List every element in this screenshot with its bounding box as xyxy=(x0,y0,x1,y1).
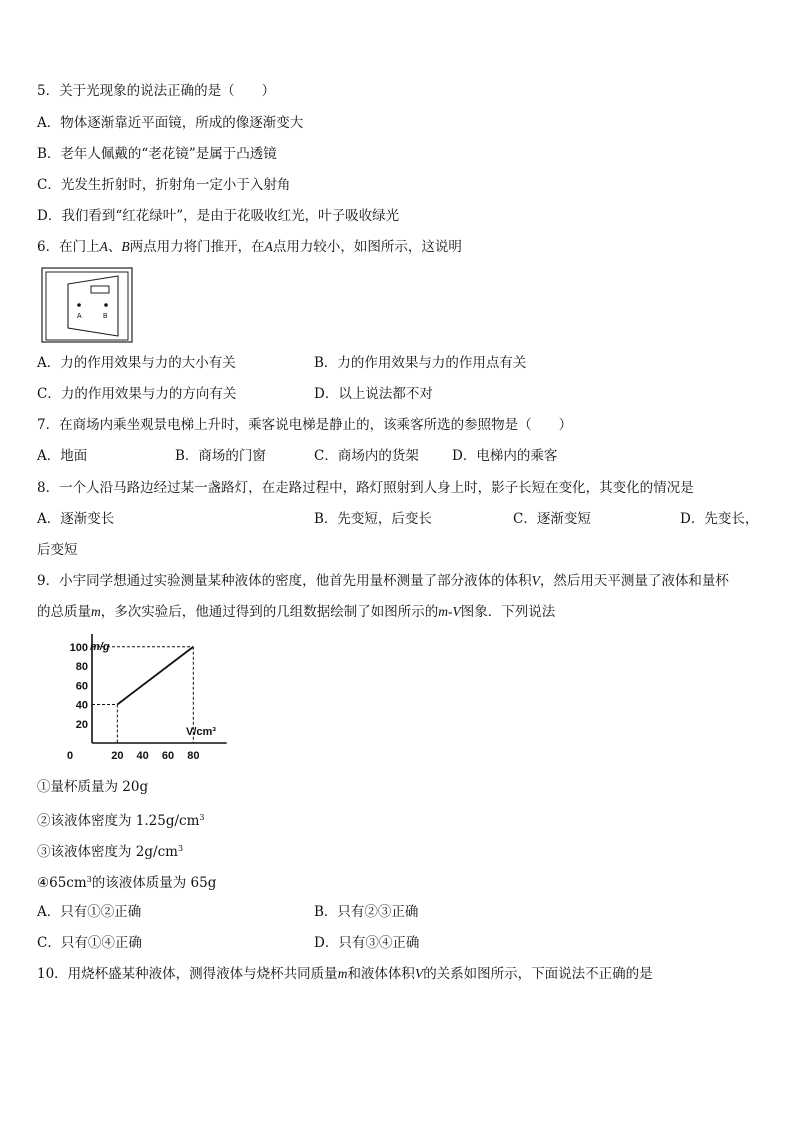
q8-option-d-continued: 后变短 xyxy=(37,542,78,558)
chart-ylabel: m/g xyxy=(90,641,110,653)
q7-option-b: B．商场的门窗 xyxy=(175,448,266,464)
q9-option-b: B．只有②③正确 xyxy=(314,904,419,920)
chart-x-tick-label: 80 xyxy=(187,750,200,762)
q6-option-c: C．力的作用效果与力的方向有关 xyxy=(37,386,237,402)
q8-stem: 8．一个人沿马路边经过某一盏路灯，在走路过程中，路灯照射到人身上时，影子长短在变化，其变化的情况是 xyxy=(37,480,694,496)
chart-x-tick-label: 0 xyxy=(66,750,74,762)
q8-option-b: B．先变短，后变长 xyxy=(314,511,432,527)
q7-stem: 7．在商场内乘坐观景电梯上升时，乘客说电梯是静止的，该乘客所选的参照物是（ ） xyxy=(37,417,573,433)
q8-option-d: D．先变长， xyxy=(680,511,759,527)
q9-statement-1: ①量杯质量为 20g xyxy=(37,779,149,795)
chart-y-tick-label: 60 xyxy=(75,680,88,693)
chart-x-tick-label: 20 xyxy=(111,750,124,762)
q9-statement-3: ③该液体密度为 $2g/cm^3$ xyxy=(37,844,184,860)
door-figure xyxy=(38,266,138,346)
chart-y-tick-label: 40 xyxy=(75,699,88,712)
q8-option-c: C．逐渐变短 xyxy=(513,511,591,527)
q7-option-a: A．地面 xyxy=(37,448,88,464)
q9-option-a: A．只有①②正确 xyxy=(37,904,142,920)
q5-option-d: D．我们看到“红花绿叶”，是由于花吸收红光，叶子吸收绿光 xyxy=(37,208,400,224)
q5-option-b: B．老年人佩戴的“老花镜”是属于凸透镜 xyxy=(37,146,277,162)
q9-stem-line2: 的总质量m，多次实验后，他通过得到的几组数据绘制了如图所示的m-V图象．下列说法 xyxy=(37,604,556,620)
q9-stem-line1: 9．小宇同学想通过实验测量某种液体的密度，他首先用量杯测量了部分液体的体积V，然后用天平测量了液体和量杯 xyxy=(37,573,729,589)
q7-option-c: C．商场内的货架 xyxy=(314,448,419,464)
chart-series-line xyxy=(117,647,193,705)
q6-option-b: B．力的作用效果与力的作用点有关 xyxy=(314,355,527,371)
q5-option-a: A．物体逐渐靠近平面镜，所成的像逐渐变大 xyxy=(37,115,304,131)
q6-stem: 6．在门上A、B两点用力将门推开，在A点用力较小，如图所示，这说明 xyxy=(37,239,462,255)
chart-y-tick-label: 20 xyxy=(75,718,88,731)
door-label-b: B xyxy=(103,313,108,320)
q10-stem: 10．用烧杯盛某种液体，测得液体与烧杯共同质量m和液体体积V的关系如图所示，下面说法不正确的是 xyxy=(37,966,653,982)
q9-option-d: D．只有③④正确 xyxy=(314,935,420,951)
m-v-chart xyxy=(50,634,240,766)
q9-statement-2: ②该液体密度为 $1.25g/cm^3$ xyxy=(37,813,205,829)
q7-option-d: D．电梯内的乘客 xyxy=(452,448,558,464)
chart-x-tick-label: 60 xyxy=(161,750,175,762)
q9-option-c: C．只有①④正确 xyxy=(37,935,142,951)
chart-x-tick-label: 40 xyxy=(136,750,149,762)
chart-y-tick-label: 80 xyxy=(75,661,88,673)
q6-option-d: D．以上说法都不对 xyxy=(314,386,433,402)
q5-stem: 5．关于光现象的说法正确的是（ ） xyxy=(37,83,276,99)
q9-statement-4: $④65cm^3$的该液体质量为 65g xyxy=(37,875,217,891)
q8-option-a: A．逐渐变长 xyxy=(37,511,115,527)
door-label-a: A xyxy=(77,313,82,320)
q5-option-c: C．光发生折射时，折射角一定小于入射角 xyxy=(37,177,291,193)
q6-option-a: A．力的作用效果与力的大小有关 xyxy=(37,355,236,371)
chart-y-tick-label: 100 xyxy=(69,641,88,654)
chart-xlabel: V/cm³ xyxy=(186,726,216,738)
